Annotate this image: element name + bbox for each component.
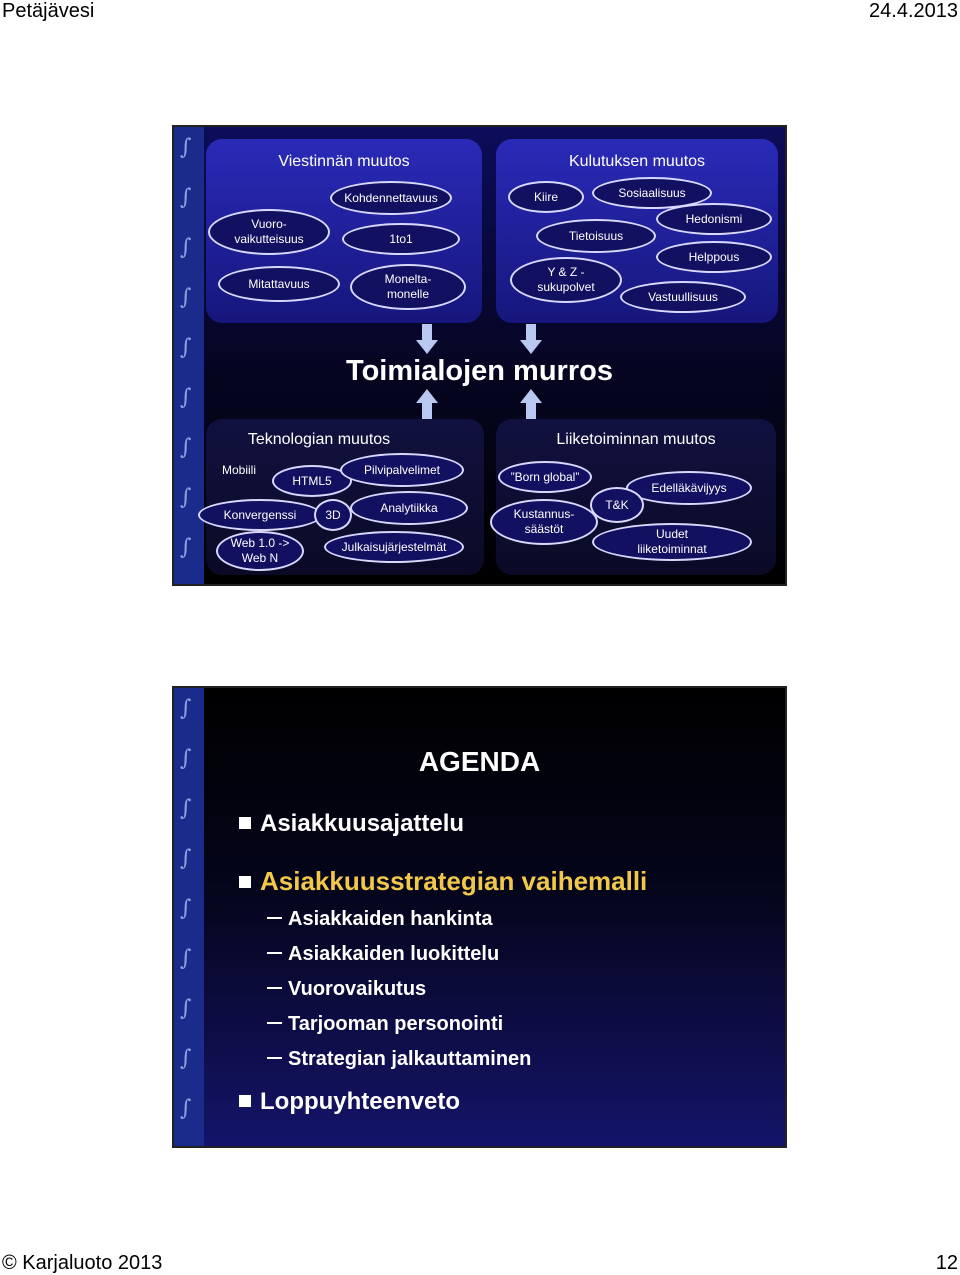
bullet-item: Loppuyhteenveto [239,1088,460,1116]
bullet-item: Asiakkuusajattelu [239,810,464,838]
panel-title: Viestinnän muutos [278,153,410,170]
square-bullet-icon [239,876,251,888]
oval-born-global: ”Born global” [498,461,592,493]
oval-vuorovaikutteisuus: Vuoro- vaikutteisuus [208,209,330,255]
panel-kulutus [496,139,778,323]
header-location: Petäjävesi [2,0,95,22]
oval-kustannussaastot: Kustannus- säästöt [490,499,598,545]
square-bullet-icon [239,817,251,829]
agenda-title: AGENDA [418,746,541,777]
dash-bullet-icon [267,952,282,954]
sub-bullet-item: Tarjooman personointi [267,1013,503,1036]
sub-bullet-item: Vuorovaikutus [267,978,426,1001]
oval-web: Web 1.0 -> Web N [216,531,304,571]
oval-vastuullisuus: Vastuullisuus [620,281,746,313]
oval-kohdennettavuus: Kohdennettavuus [330,181,452,215]
square-bullet-icon [239,1095,251,1107]
oval-julkaisujarjestelmat: Julkaisujärjestelmät [324,531,464,563]
sub-bullet-item: Asiakkaiden luokittelu [267,943,499,966]
oval-hedonismi: Hedonismi [656,203,772,235]
decorative-strip: ∫ ∫ ∫ ∫ ∫ ∫ ∫ ∫ ∫ [174,127,204,584]
footer-copyright: © Karjaluoto 2013 [2,1252,163,1274]
oval-yz-sukupolvet: Y & Z - sukupolvet [510,257,622,303]
bullet-item-highlighted: Asiakkuusstrategian vaihemalli [239,866,647,897]
arrow-up-icon [520,389,542,419]
oval-uudet-liiketoiminnat: Uudet liiketoiminnat [592,523,752,561]
oval-helppous: Helppous [656,241,772,273]
arrow-up-icon [416,389,438,419]
panel-title: Kulutuksen muutos [568,153,706,170]
oval-kiire: Kiire [508,181,584,213]
oval-moneltamonelle: Monelta- monelle [350,264,466,310]
panel-title: Teknologian muutos [247,431,391,448]
oval-sosiaalisuus: Sosiaalisuus [592,177,712,209]
slide-agenda [172,686,787,1148]
sub-bullet-item: Asiakkaiden hankinta [267,908,493,931]
center-title: Toimialojen murros [346,355,613,387]
text-mobiili: Mobiili [222,463,257,477]
oval-mitattavuus: Mitattavuus [218,266,340,302]
oval-tietoisuus: Tietoisuus [536,219,656,253]
oval-tk: T&K [590,487,644,523]
footer-page-number: 12 [935,1252,958,1274]
decorative-strip: ∫ ∫ ∫ ∫ ∫ ∫ ∫ ∫ ∫ [174,688,204,1146]
dash-bullet-icon [267,987,282,989]
dash-bullet-icon [267,917,282,919]
dash-bullet-icon [267,1022,282,1024]
slide-toimialojen-murros [172,125,787,586]
oval-html5: HTML5 [272,465,352,497]
panel-viestinta [206,139,482,323]
oval-3d: 3D [314,499,352,531]
oval-analytiikka: Analytiikka [350,491,468,525]
panel-teknologia [206,419,484,575]
oval-edellakavijyys: Edelläkävijyys [626,471,752,505]
arrow-down-icon [520,324,542,354]
header-date: 24.4.2013 [869,0,958,22]
oval-1to1: 1to1 [342,223,460,255]
panel-liiketoiminta [496,419,776,575]
oval-pilvipalvelimet: Pilvipalvelimet [340,453,464,487]
sub-bullet-item: Strategian jalkauttaminen [267,1048,531,1071]
oval-konvergenssi: Konvergenssi [198,499,322,531]
dash-bullet-icon [267,1057,282,1059]
panel-title: Liiketoiminnan muutos [556,431,716,448]
arrow-down-icon [416,324,438,354]
